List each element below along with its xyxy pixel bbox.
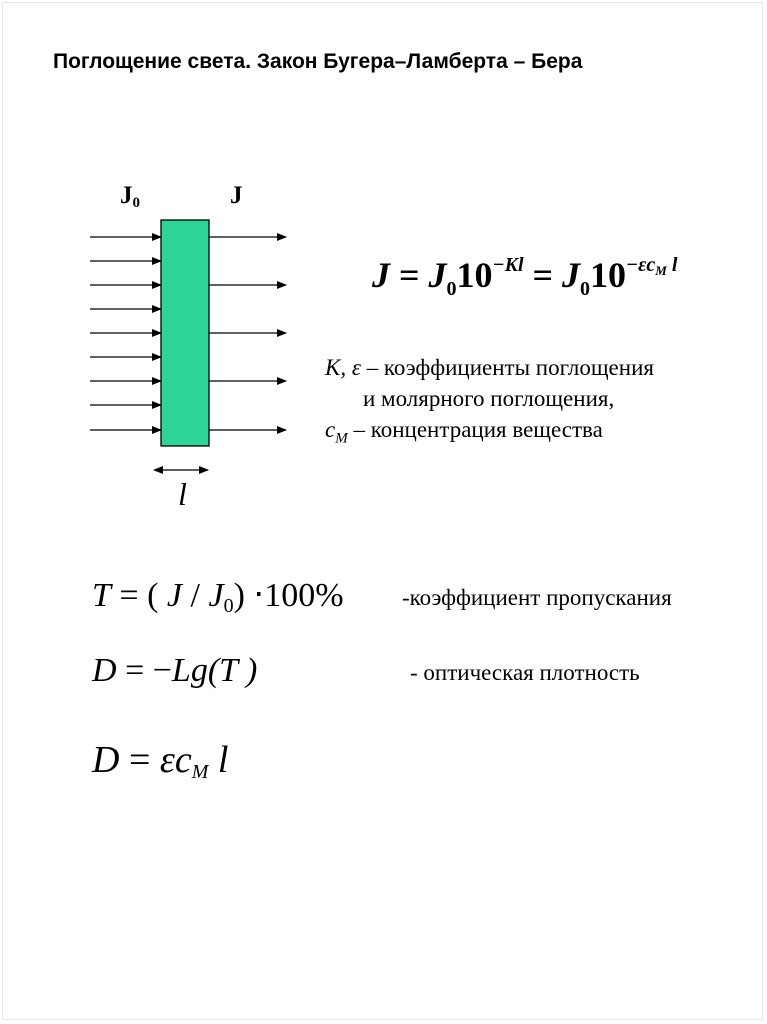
legend-line-1: K, ε – коэффициенты поглощения bbox=[325, 355, 654, 380]
transmitted-intensity-label: J bbox=[230, 182, 243, 209]
transmittance-note: -коэффициент пропускания bbox=[402, 585, 672, 610]
legend-line-3: $c_M$ – концентрация вещества bbox=[325, 417, 603, 447]
transmitted-arrows bbox=[209, 237, 286, 430]
incident-arrows bbox=[90, 237, 161, 430]
thickness-label: l bbox=[178, 476, 187, 512]
optical-density-note: - оптическая плотность bbox=[410, 660, 640, 685]
slide-title: Поглощение света. Закон Бугера–Ламберта – Бера bbox=[53, 50, 583, 73]
transmittance-equation: T = ( $J / J_0) \cdot 100\%$ bbox=[92, 577, 344, 617]
beer-lambert-formula: $J = J_010^{-Kl} = J_010^{-\varepsilon cM}$ $^l$ bbox=[372, 254, 678, 300]
density-concentration-equation: $D = \varepsilon c_M$ l bbox=[92, 739, 229, 783]
optical-density-equation: D = −Lg(T ) bbox=[92, 652, 258, 689]
legend-line-2: и молярного поглощения, bbox=[363, 386, 615, 411]
incident-intensity-label: $J_0$ bbox=[120, 182, 140, 211]
formula-legend bbox=[325, 352, 654, 455]
absorbing-sample bbox=[161, 220, 209, 446]
